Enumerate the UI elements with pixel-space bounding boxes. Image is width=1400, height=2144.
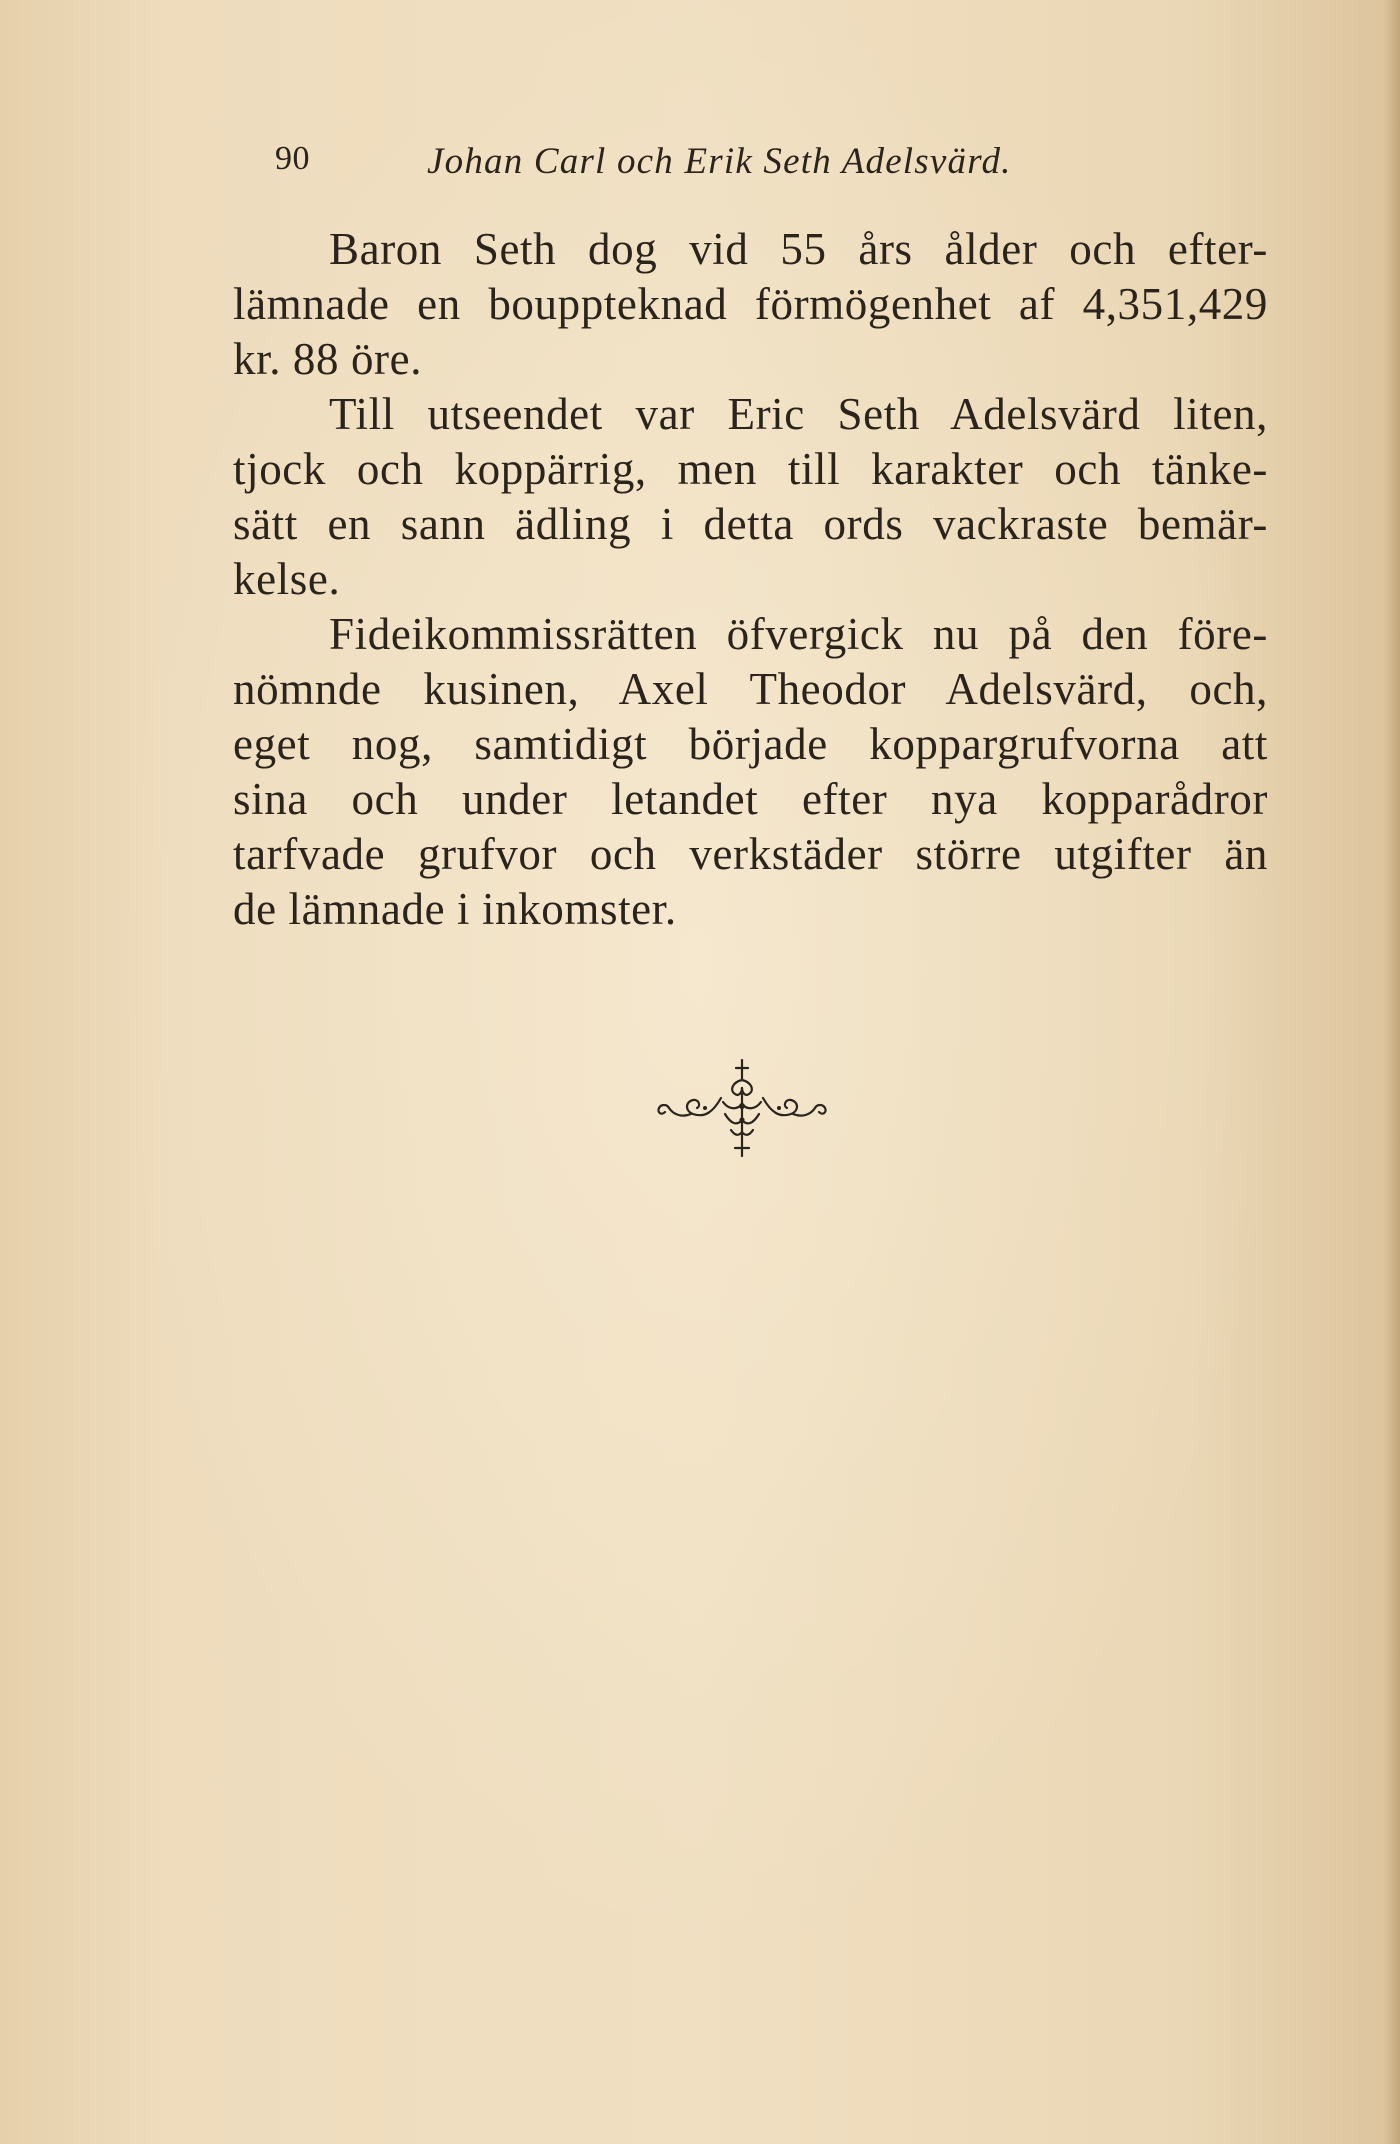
text-line: kr. 88 öre. (233, 334, 423, 384)
text-line: Baron Seth dog vid 55 års ålder och efter- (329, 224, 1268, 274)
running-title: Johan Carl och Erik Seth Adelsvärd. (427, 141, 1012, 182)
page-edge-shadow (1384, 0, 1400, 2144)
text-line: Fideikommissrätten öfvergick nu på den före- (329, 609, 1268, 659)
text-line: sätt en sann ädling i detta ords vackraste bemär- (233, 499, 1268, 549)
text-line: kelse. (233, 554, 341, 604)
text-line: eget nog, samtidigt började koppargrufvorna att (233, 719, 1268, 769)
text-line: tarfvade grufvor och verkstäder större utgifter än (233, 829, 1268, 879)
text-line: de lämnade i inkomster. (233, 884, 677, 934)
text-line: Till utseendet var Eric Seth Adelsvärd liten, (329, 389, 1268, 439)
text-line: tjock och koppärrig, men till karakter och tänke- (233, 444, 1268, 494)
running-head (275, 140, 1275, 190)
page-number: 90 (275, 140, 310, 177)
text-line: nömnde kusinen, Axel Theodor Adelsvärd, och, (233, 664, 1268, 714)
floral-ornament-icon (655, 1058, 835, 1168)
text-line: lämnade en bouppteknad förmögenhet af 4,351,429 (233, 279, 1268, 329)
text-line: sina och under letandet efter nya kopparådror (233, 774, 1268, 824)
body-text (233, 222, 1268, 937)
